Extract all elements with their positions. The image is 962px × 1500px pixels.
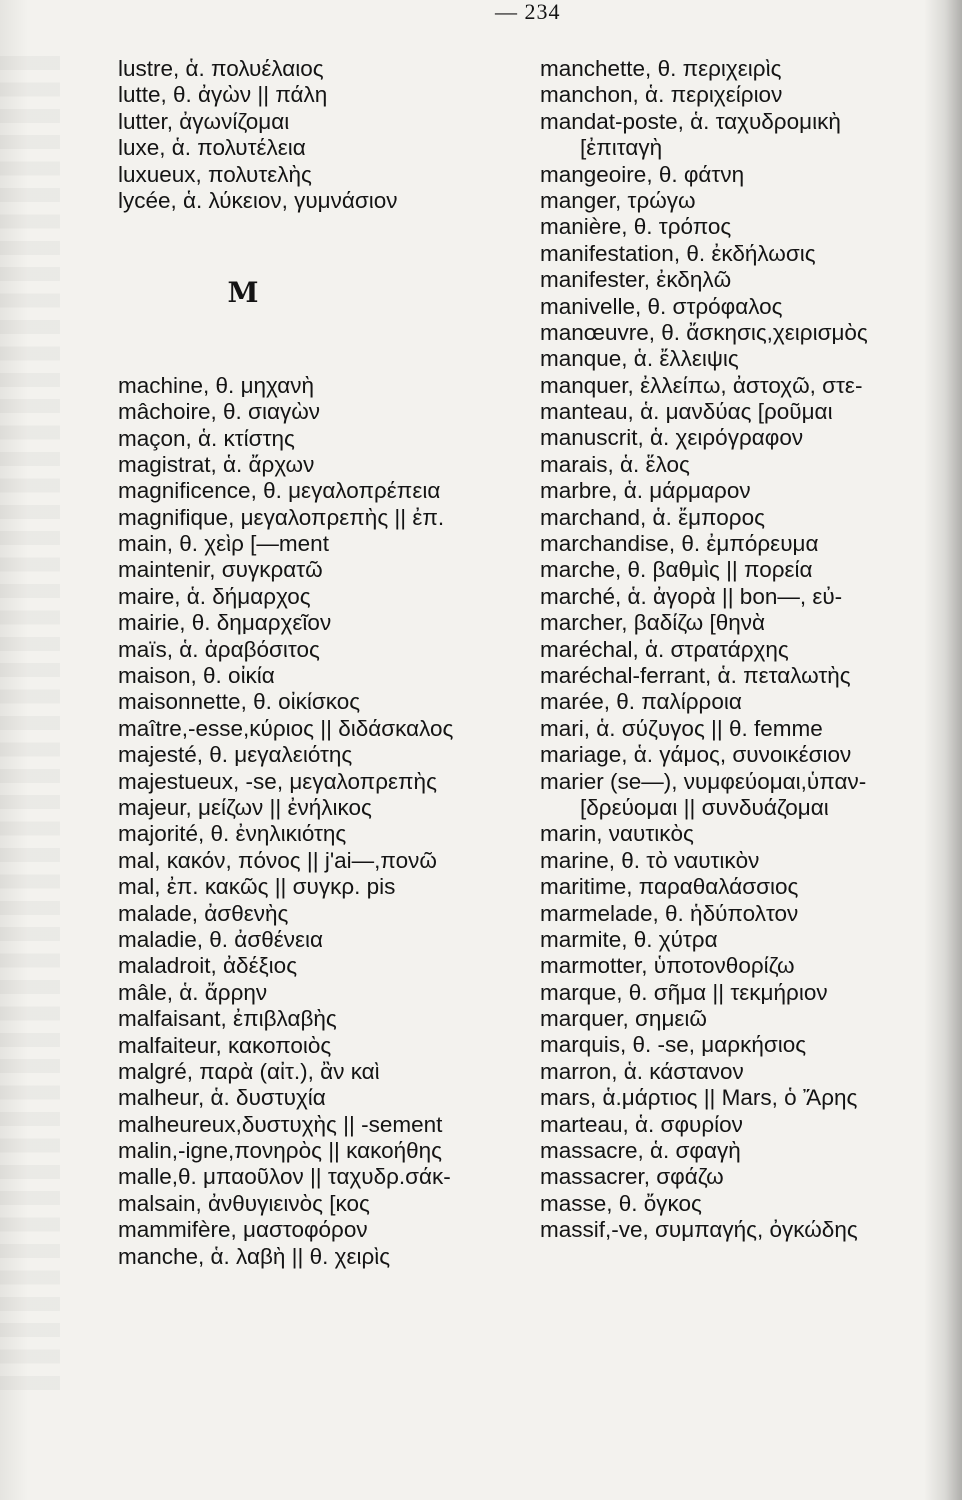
- dictionary-entry: mâchoire, θ. σιαγὼν: [118, 399, 321, 425]
- dictionary-entry: maintenir, συγκρατῶ: [118, 557, 323, 583]
- dictionary-entry: manchon, ἁ. περιχείριον: [540, 82, 783, 108]
- dictionary-entry: manœuvre, θ. ἄσκησις,χειρισμὸς: [540, 319, 868, 345]
- dictionary-entry: marin, ναυτικὸς: [540, 821, 694, 847]
- dictionary-entry: marche, θ. βαθμὶς || πορεία: [540, 557, 813, 583]
- dictionary-entry: maritime, παραθαλάσσιος: [540, 874, 799, 900]
- dictionary-entry: malle,θ. μπαοῦλον || ταχυδρ.σάκ-: [118, 1164, 451, 1190]
- dictionary-entry: marier (se—), νυμφεύομαι,ὑπαν-: [540, 768, 867, 794]
- dictionary-entry: malheureux,δυστυχὴς || -sement: [118, 1111, 443, 1137]
- dictionary-entry: manifester, ἐκδηλῶ: [540, 267, 732, 293]
- dictionary-entry: manteau, ἁ. μανδύας [ροῦμαι: [540, 399, 833, 425]
- dictionary-entry: mal, ἐπ. κακῶς || συγκρ. pis: [118, 874, 396, 900]
- dictionary-entry: magnificence, θ. μεγαλοπρέπεια: [118, 478, 441, 504]
- dictionary-entry: maréchal-ferrant, ἁ. πεταλωτὴς: [540, 662, 851, 688]
- dictionary-entry: marmite, θ. χύτρα: [540, 926, 718, 952]
- dictionary-entry: malade, ἀσθενὴς: [118, 900, 289, 926]
- dictionary-entry: mairie, θ. δημαρχεῖον: [118, 610, 332, 636]
- dictionary-entry: malsain, ἀνθυγιεινὸς [κος: [118, 1190, 370, 1216]
- dictionary-entry: marché, ἁ. ἀγορὰ || bon—, εὐ-: [540, 583, 843, 609]
- dictionary-entry: masse, θ. ὄγκος: [540, 1190, 702, 1216]
- dictionary-entry: maison, θ. οἰκία: [118, 663, 275, 689]
- dictionary-entry: malgré, παρὰ (αἰτ.), ἂν καὶ: [118, 1058, 380, 1084]
- dictionary-entry: massacre, ἁ. σφαγὴ: [540, 1138, 741, 1164]
- dictionary-entry: mangeoire, θ. φάτνη: [540, 161, 745, 187]
- dictionary-entry: manquer, ἐλλείπω, ἀστοχῶ, στε-: [540, 372, 863, 398]
- dictionary-entry: maréchal, ἁ. στρατάρχης: [540, 636, 789, 662]
- dictionary-entry: massif,-ve, συμπαγής, ὀγκώδης: [540, 1217, 858, 1243]
- dictionary-entry: maladroit, ἀδέξιος: [118, 953, 298, 979]
- left-column: [118, 56, 518, 1270]
- dictionary-entry: manche, ἁ. λαβὴ || θ. χειρὶς: [118, 1243, 391, 1269]
- dictionary-entry: malheur, ἁ. δυστυχία: [118, 1085, 326, 1111]
- page-number: — 234: [495, 0, 561, 24]
- dictionary-entry: manuscrit, ἁ. χειρόγραφον: [540, 425, 804, 451]
- dictionary-entry: mammifère, μαστοφόρον: [118, 1217, 368, 1243]
- dictionary-entry: magistrat, ἁ. ἄρχων: [118, 451, 315, 477]
- dictionary-entry: malin,-igne,πονηρὸς || κακοήθης: [118, 1138, 442, 1164]
- dictionary-entry: main, θ. χεὶρ [—ment: [118, 531, 329, 557]
- dictionary-entry: manière, θ. τρόπος: [540, 214, 732, 240]
- dictionary-entry: mandat-poste, ἁ. ταχυδρομικὴ: [540, 108, 841, 134]
- dictionary-entry: majeur, μείζων || ἐνήλικος: [118, 794, 372, 820]
- dictionary-entry: lustre, ἁ. πολυέλαιος: [118, 56, 324, 81]
- dictionary-entry: massacrer, σφάζω: [540, 1164, 724, 1190]
- dictionary-entry: mari, ἁ. σύζυγος || θ. femme: [540, 715, 823, 741]
- page-binding-shadow-right: [924, 0, 962, 1500]
- section-gap: [118, 214, 518, 267]
- dictionary-entry: marteau, ἁ. σφυρίον: [540, 1111, 743, 1137]
- section-gap: [118, 320, 518, 373]
- dictionary-entry: maladie, θ. ἀσθένεια: [118, 926, 324, 952]
- dictionary-entry: majorité, θ. ἐνηλικιότης: [118, 821, 347, 847]
- dictionary-entry: magnifique, μεγαλοπρεπὴς || ἐπ.: [118, 504, 445, 530]
- dictionary-entry: manivelle, θ. στρόφαλος: [540, 293, 783, 319]
- dictionary-entry: manque, ἁ. ἔλλειψις: [540, 346, 739, 372]
- dictionary-entry: marmotter, ὑποτονθορίζω: [540, 953, 795, 979]
- dictionary-entry: maïs, ἁ. ἀραβόσιτος: [118, 636, 320, 662]
- dictionary-entry: marquer, σημειῶ: [540, 1006, 708, 1032]
- section-letter-heading: M: [227, 276, 259, 310]
- dictionary-entry: marchandise, θ. ἐμπόρευμα: [540, 531, 819, 557]
- dictionary-entry: marbre, ἁ. μάρμαρον: [540, 478, 751, 504]
- dictionary-entry: malfaiteur, κακοποιὸς: [118, 1032, 332, 1058]
- show-through-text: [0, 56, 60, 1396]
- dictionary-entry: mal, κακόν, πόνος || j'ai—,πονῶ: [118, 847, 437, 873]
- dictionary-entry: manchette, θ. περιχειρὶς: [540, 56, 782, 81]
- right-column: [540, 56, 942, 1244]
- dictionary-entry: marée, θ. παλίρροια: [540, 689, 742, 715]
- dictionary-entry: maisonnette, θ. οἰκίσκος: [118, 689, 361, 715]
- dictionary-entry: mars, ἁ.μάρτιος || Mars, ὁ Ἄρης: [540, 1085, 858, 1111]
- dictionary-entry: malfaisant, ἐπιβλαβὴς: [118, 1006, 337, 1032]
- dictionary-entry: lutte, θ. ἀγὼν || πάλη: [118, 82, 328, 108]
- dictionary-entry: majesté, θ. μεγαλειότης: [118, 742, 353, 768]
- dictionary-entry: maire, ἁ. δήμαρχος: [118, 583, 311, 609]
- dictionary-entry: lycée, ἁ. λύκειον, γυμνάσιον: [118, 187, 398, 213]
- dictionary-entry: mâle, ἁ. ἄρρην: [118, 979, 268, 1005]
- dictionary-entry: manger, τρώγω: [540, 187, 696, 213]
- dictionary-entry: marron, ἁ. κάστανον: [540, 1058, 744, 1084]
- dictionary-entry-continuation: [ἐπιταγὴ: [580, 135, 663, 161]
- dictionary-entry-continuation: [δρεύομαι || συνδυάζομαι: [580, 794, 829, 820]
- dictionary-entry: marque, θ. σῆμα || τεκμήριον: [540, 979, 828, 1005]
- dictionary-entry: maçon, ἁ. κτίστης: [118, 425, 295, 451]
- dictionary-entry: luxe, ἁ. πολυτέλεια: [118, 135, 306, 161]
- dictionary-entry: manifestation, θ. ἐκδήλωσις: [540, 240, 816, 266]
- dictionary-entry: marcher, βαδίζω [θηνὰ: [540, 610, 766, 636]
- dictionary-entry: luxueux, πολυτελὴς: [118, 161, 312, 187]
- dictionary-entry: majestueux, -se, μεγαλοπρεπὴς: [118, 768, 437, 794]
- dictionary-entry: marchand, ἁ. ἔμπορος: [540, 504, 765, 530]
- dictionary-entry: marine, θ. τὸ ναυτικὸν: [540, 847, 760, 873]
- dictionary-entry: lutter, ἀγωνίζομαι: [118, 108, 290, 134]
- dictionary-entry: maître,-esse,κύριος || διδάσκαλος: [118, 715, 454, 741]
- dictionary-entry: machine, θ. μηχανὴ: [118, 372, 315, 398]
- dictionary-entry: marquis, θ. -se, μαρκήσιος: [540, 1032, 807, 1058]
- dictionary-entry: marais, ἁ. ἕλος: [540, 451, 690, 477]
- dictionary-entry: mariage, ἁ. γάμος, συνοικέσιον: [540, 742, 852, 768]
- dictionary-entry: marmelade, θ. ἡδύπολτον: [540, 900, 799, 926]
